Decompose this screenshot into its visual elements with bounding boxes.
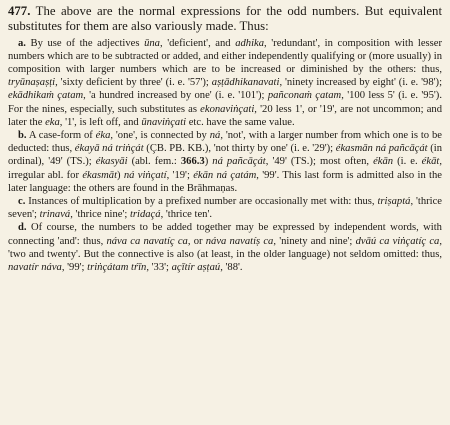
paragraph-477: [8, 4, 442, 34]
sanskrit-word: triṣaptá: [377, 196, 411, 208]
text: , 'redundant', in composition with lesser numbers which are to be subtracted or added, and either independently qualifying or (more usually) in composition with larger numbers which are to be increased or diminished by the others: thus,: [8, 37, 442, 75]
cross-reference: 366.3: [180, 156, 205, 168]
text: , '100 less 5' (i. e. '95'). For the nines, especially, such substitutes as: [8, 90, 442, 115]
section-a-label: a.: [18, 37, 26, 49]
sanskrit-word: tryūnaṣaṣṭi: [8, 77, 56, 89]
text: , 'sixty deficient by three' (i. e. '57');: [55, 77, 212, 89]
sanskrit-word: ekādhikaṁ çatam: [8, 90, 84, 102]
sanskrit-word: açītír aṣṭaú: [171, 262, 221, 274]
text: Of course, the numbers to be added together may be expressed by independent words, with connecting 'and': thus,: [8, 222, 442, 247]
text: , 'ninety increased by eight' (i. e. '98');: [279, 77, 443, 89]
sanskrit-word: ékasyāi: [95, 156, 128, 168]
sanskrit-word: dvāú ca viṅçatíç ca: [355, 235, 440, 247]
text: , '19';: [166, 169, 194, 181]
text: , '99'. This last form is admitted also in the later language: the others are found in the Brāhmaṇas.: [8, 169, 442, 194]
sanskrit-word: ūna: [144, 37, 160, 49]
text: , 'a hundred increased by one' (i. e. '101');: [83, 90, 268, 102]
section-b-label: b.: [18, 130, 27, 142]
text: (i. e.: [393, 156, 422, 168]
sanskrit-word: eka: [45, 116, 60, 128]
sanskrit-word: adhika: [235, 37, 265, 49]
sanskrit-word: ékasmāt: [82, 169, 118, 181]
text: , 'one', is connected by: [110, 130, 210, 142]
text: A case-form of: [28, 130, 96, 142]
text: (ÇB. PB. KB.), 'not thirty by one' (i. e. '29');: [143, 143, 336, 155]
text: , 'two and twenty'. But the connective is also (at least, in the older language) not seldom omitted: thus,: [8, 235, 442, 260]
sanskrit-word: ná pañcāçát: [212, 156, 266, 168]
sanskrit-word: ékayā ná triṅçát: [74, 143, 144, 155]
sanskrit-word: navatír náva: [8, 262, 62, 274]
text: , irregular abl. for: [8, 156, 442, 181]
text: , '20 less 1', or '19', are not uncommon; and later the: [8, 103, 442, 128]
paragraph-number: 477.: [8, 4, 31, 18]
sanskrit-word: éka: [95, 130, 111, 142]
sanskrit-word: ékān ná çatám: [193, 169, 257, 181]
text: , 'deficient', and: [159, 37, 236, 49]
sanskrit-word: ekonaviṅçati: [200, 103, 255, 115]
text: ): [117, 169, 124, 181]
sanskrit-word: pañconaṁ çatam: [267, 90, 342, 102]
section-b: [8, 129, 442, 195]
text: , '33';: [146, 262, 172, 274]
text: , '1', is left off, and: [59, 116, 142, 128]
text: , 'thrice seven';: [8, 196, 443, 221]
sanskrit-word: ná viṅçatí: [123, 169, 167, 181]
text: (abl. fem.:: [127, 156, 181, 168]
section-d: [8, 221, 442, 274]
sanskrit-word: triṅçátam tŕīn: [87, 262, 147, 274]
text: , '99';: [61, 262, 88, 274]
text: , 'thrice nine';: [70, 209, 130, 221]
text: , 'not', with a larger number from which one is to be deducted: thus,: [8, 130, 442, 155]
section-d-label: d.: [18, 222, 27, 234]
text: ): [204, 156, 213, 168]
sanskrit-word: ná: [209, 130, 221, 142]
section-c-label: c.: [18, 196, 26, 208]
sanskrit-word: náva ca navatíç ca: [106, 235, 188, 247]
sanskrit-word: ékān: [373, 156, 394, 168]
sanskrit-word: aṣṭādhikanavati: [211, 77, 280, 89]
text: By use of the adjectives: [30, 37, 145, 49]
sanskrit-word: ūnaviṅçati: [141, 116, 187, 128]
text: Instances of multiplication by a prefixed number are occasionally met with: thus,: [28, 196, 378, 208]
sanskrit-word: tridaçá: [129, 209, 161, 221]
text: , '88'.: [220, 262, 243, 274]
sanskrit-word: ékāt: [421, 156, 440, 168]
text: (in ordinal), '49' (TS.);: [8, 143, 442, 168]
sanskrit-word: náva navatíṣ ca: [205, 235, 274, 247]
text: , 'thrice ten'.: [160, 209, 213, 221]
text: , '49' (TS.); most often,: [265, 156, 374, 168]
text: , 'ninety and nine';: [273, 235, 356, 247]
sanskrit-word: trinavá: [39, 209, 71, 221]
paragraph-477-text: The above are the normal expressions for the odd numbers. But equivalent substitutes for them are also variously made. Thus:: [8, 4, 442, 33]
section-a: [8, 37, 442, 129]
text: etc. have the same value.: [186, 116, 295, 128]
section-c: [8, 195, 442, 221]
text: , or: [187, 235, 206, 247]
sanskrit-word: ékasmān ná pañcāçát: [335, 143, 428, 155]
